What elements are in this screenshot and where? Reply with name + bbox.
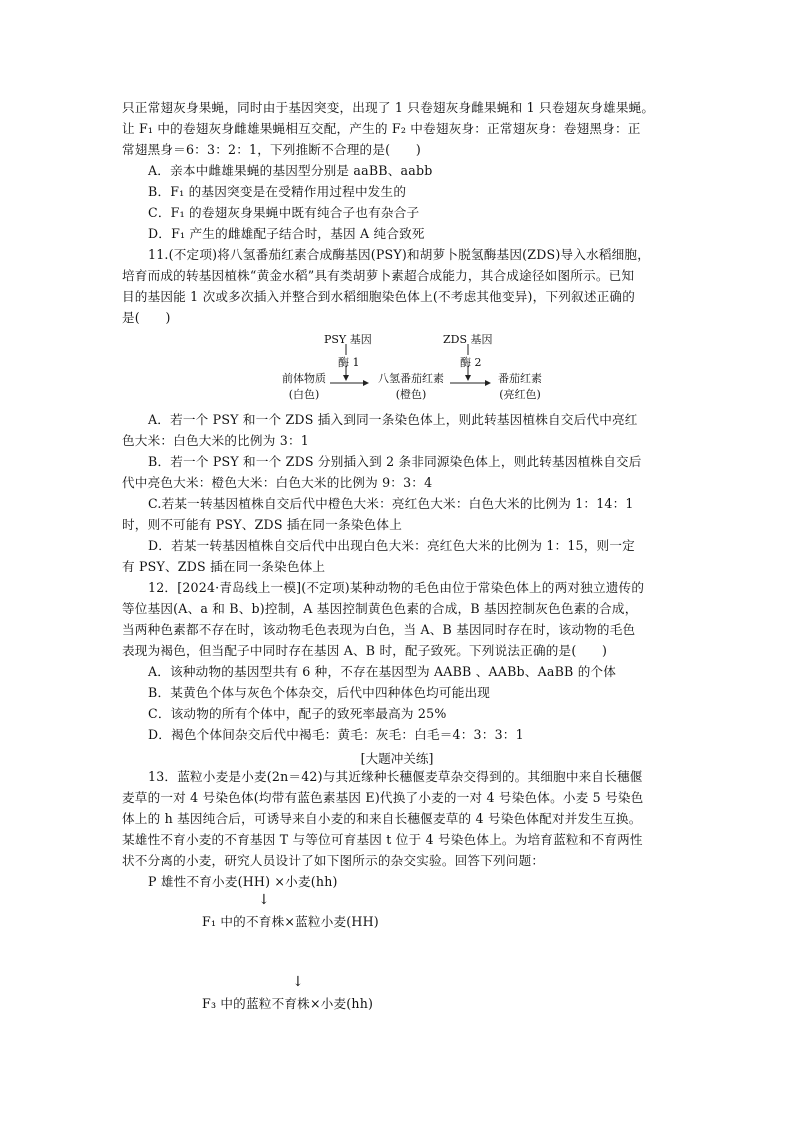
- section-heading: [大题冲关练]: [360, 751, 434, 766]
- text-line: 有 PSY、ZDS 插在同一条染色体上: [122, 559, 326, 574]
- text-line: 常翅黑身＝6：3：2：1，下列推断不合理的是( ): [122, 142, 421, 157]
- text-line: 表现为褐色，但当配子中同时存在基因 A、B 时，配子致死。下列说法正确的是( ): [122, 643, 608, 658]
- cross-f3: F₃ 中的蓝粒不育株×小麦(hh): [202, 996, 374, 1011]
- text-line: 某雄性不育小麦的不育基因 T 与等位可育基因 t 位于 4 号染色体上。为培育蓝粒和不育两性: [122, 832, 643, 847]
- text-line: 培育而成的转基因植株“黄金水稻”具有类胡萝卜素超合成能力，其合成途径如图所示。已知: [122, 268, 635, 283]
- cross-f1: F₁ 中的不育株×蓝粒小麦(HH): [202, 914, 379, 929]
- cross-parent: P 雄性不育小麦(HH) ×小麦(hh): [148, 874, 338, 889]
- psy-gene-label: PSY 基因: [324, 333, 372, 346]
- text-line: 只正常翅灰身果蝇，同时由于基因突变，出现了 1 只卷翅灰身雌果蝇和 1 只卷翅灰身雄果蝇。: [122, 100, 655, 115]
- text-line: 麦草的一对 4 号染色体(均带有蓝色素基因 E)代换了小麦的一对 4 号染色体。小麦 5 号染色: [122, 790, 644, 805]
- option-d: D．褐色个体间杂交后代中褐毛：黄毛：灰毛：白毛＝4：3：3：1: [148, 727, 524, 742]
- precursor-color: (白色): [288, 388, 320, 401]
- text-line: 状不分离的小麦，研究人员设计了如下图所示的杂交实验。回答下列问题：: [122, 853, 545, 868]
- option-a: A．若一个 PSY 和一个 ZDS 插入到同一条染色体上，则此转基因植株自交后代中亮红: [148, 412, 638, 427]
- option-d: D．F₁ 产生的雌雄配子结合时，基因 A 纯合致死: [148, 226, 425, 241]
- option-b: B．若一个 PSY 和一个 ZDS 分别插入到 2 条非同源染色体上，则此转基因植株自交后: [148, 454, 642, 469]
- text-line: 时，则不可能有 PSY、ZDS 插在同一条染色体上: [122, 517, 402, 532]
- enzyme-1-label: 酶 1: [338, 356, 360, 369]
- precursor-label: 前体物质: [282, 372, 326, 385]
- option-a: A．亲本中雌雄果蝇的基因型分别是 aaBB、aabb: [148, 163, 433, 178]
- text-line: 色大米：白色大米的比例为 3：1: [122, 433, 309, 448]
- option-a: A．该种动物的基因型共有 6 种，不存在基因型为 AABB 、AABb、AaBB 的个体: [148, 664, 617, 679]
- option-c: C．F₁ 的卷翅灰身果蝇中既有纯合子也有杂合子: [148, 205, 420, 220]
- option-b: B．某黄色个体与灰色个体杂交，后代中四种体色均可能出现: [148, 685, 491, 700]
- question-11: 11.(不定项)将八氢番茄红素合成酶基因(PSY)和胡萝卜脱氢酶基因(ZDS)导入水稻细胞，: [148, 247, 651, 262]
- question-12: 12．[2024·青岛线上一模](不定项)某种动物的毛色由位于常染色体上的两对独立遗传的: [148, 580, 645, 595]
- enzyme-2-label: 酶 2: [460, 356, 482, 369]
- down-arrow-icon: ↓: [292, 974, 304, 990]
- lycopene-label: 番茄红素: [498, 372, 542, 385]
- zds-gene-label: ZDS 基因: [443, 333, 493, 346]
- down-arrow-icon: ↓: [258, 892, 270, 908]
- text-line: 是( ): [122, 310, 171, 325]
- text-line: 当两种色素都不存在时，该动物毛色表现为白色，当 A、B 基因同时存在时，该动物的毛色: [122, 622, 636, 637]
- option-d: D．若某一转基因植株自交后代中出现白色大米：亮红色大米的比例为 1：15，则一定: [148, 538, 635, 553]
- text-line: 让 F₁ 中的卷翅灰身雌雄果蝇相互交配，产生的 F₂ 中卷翅灰身：正常翅灰身：卷翅黑身：正: [122, 121, 641, 136]
- option-b: B．F₁ 的基因突变是在受精作用过程中发生的: [148, 184, 407, 199]
- phytoene-label: 八氢番茄红素: [378, 372, 444, 385]
- option-c: C．该动物的所有个体中，配子的致死率最高为 25%: [148, 706, 447, 721]
- text-line: 代中亮色大米：橙色大米：白色大米的比例为 9：3：4: [122, 475, 433, 490]
- text-line: 目的基因能 1 次或多次插入并整合到水稻细胞染色体上(不考虑其他变异)，下列叙述正确的: [122, 289, 636, 304]
- phytoene-color: (橙色): [395, 388, 427, 401]
- text-line: 体上的 h 基因纯合后，可诱导来自小麦的和来自长穗偃麦草的 4 号染色体配对并发生互换。: [122, 811, 642, 826]
- text-line: 等位基因(A、a 和 B、b)控制，A 基因控制黄色色素的合成，B 基因控制灰色色素的合成，: [122, 601, 638, 616]
- question-13: 13．蓝粒小麦是小麦(2n＝42)与其近缘种长穗偃麦草杂交得到的。其细胞中来自长穗偃: [148, 769, 643, 784]
- option-c: C.若某一转基因植株自交后代中橙色大米：亮红色大米：白色大米的比例为 1：14：1: [148, 496, 634, 511]
- lycopene-color: (亮红色): [499, 388, 541, 401]
